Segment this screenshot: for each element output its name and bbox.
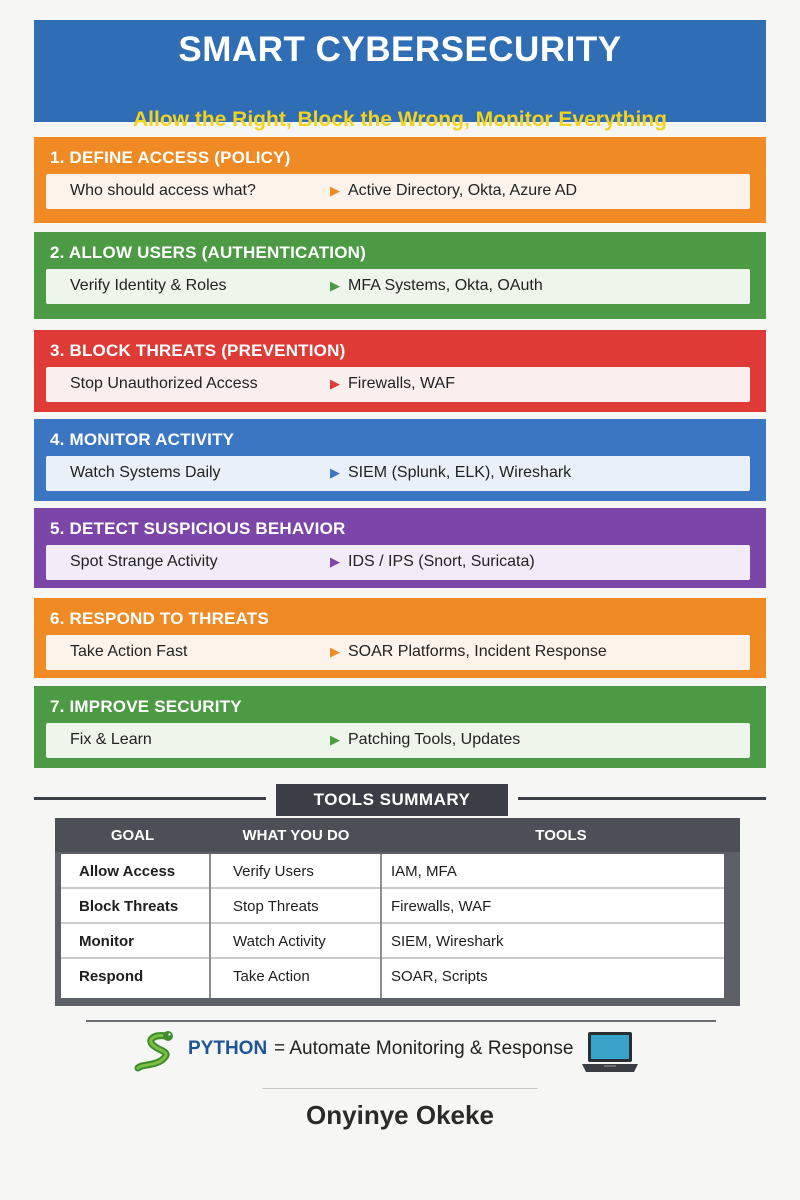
step-tools: Patching Tools, Updates — [348, 731, 521, 748]
step-question: Spot Strange Activity — [70, 553, 218, 570]
step-card — [34, 137, 766, 223]
step-card — [34, 686, 766, 768]
step-title: 4. MONITOR ACTIVITY — [50, 430, 235, 449]
table-row — [61, 889, 724, 924]
python-description: = Automate Monitoring & Response — [274, 1038, 574, 1059]
table-cell-goal: Allow Access — [79, 863, 176, 880]
step-question: Watch Systems Daily — [70, 464, 221, 481]
step-detail — [46, 367, 750, 402]
table-cell-action: Watch Activity — [233, 933, 326, 950]
step-question: Fix & Learn — [70, 731, 152, 748]
column-header-goal: GOAL — [110, 827, 155, 844]
step-title: 1. DEFINE ACCESS (POLICY) — [50, 148, 291, 167]
step-detail — [46, 635, 750, 670]
step-detail — [46, 456, 750, 491]
step-card — [34, 598, 766, 678]
step-card — [34, 232, 766, 319]
step-question: Stop Unauthorized Access — [70, 375, 258, 392]
step-card — [34, 419, 766, 501]
table-row — [61, 924, 724, 959]
table-row — [61, 854, 724, 889]
step-question: Verify Identity & Roles — [70, 277, 227, 294]
footer-divider — [86, 1020, 716, 1022]
arrow-right-icon: ▶ — [330, 644, 340, 659]
summary-divider-right — [518, 797, 766, 800]
arrow-right-icon: ▶ — [330, 376, 340, 391]
column-divider — [209, 854, 211, 998]
page-subtitle: Allow the Right, Block the Wrong, Monitor Everything — [133, 108, 667, 131]
table-cell-tools: SIEM, Wireshark — [391, 933, 504, 950]
table-cell-goal: Respond — [79, 968, 144, 985]
author-name: Onyinye Okeke — [306, 1100, 494, 1130]
step-tools: MFA Systems, Okta, OAuth — [348, 277, 543, 294]
step-title: 5. DETECT SUSPICIOUS BEHAVIOR — [50, 519, 346, 538]
table-cell-action: Verify Users — [233, 863, 314, 880]
column-divider — [380, 854, 382, 998]
snake-icon — [132, 1030, 178, 1072]
step-detail — [46, 269, 750, 304]
tools-summary-table — [55, 818, 740, 1006]
step-title: 3. BLOCK THREATS (PREVENTION) — [50, 341, 346, 360]
table-cell-goal: Block Threats — [79, 898, 179, 915]
table-cell-tools: Firewalls, WAF — [391, 898, 492, 915]
arrow-right-icon: ▶ — [330, 183, 340, 198]
arrow-right-icon: ▶ — [330, 732, 340, 747]
column-header-what-you-do: WHAT YOU DO — [242, 827, 350, 844]
step-tools: IDS / IPS (Snort, Suricata) — [348, 553, 535, 570]
step-tools: Active Directory, Okta, Azure AD — [348, 182, 578, 199]
column-header-tools: TOOLS — [535, 827, 587, 844]
step-detail — [46, 723, 750, 758]
step-detail — [46, 545, 750, 580]
step-card — [34, 330, 766, 412]
step-tools: SIEM (Splunk, ELK), Wireshark — [348, 464, 572, 481]
author-divider — [262, 1088, 538, 1089]
table-cell-tools: IAM, MFA — [391, 863, 457, 880]
summary-divider-left — [34, 797, 266, 800]
step-question: Who should access what? — [70, 182, 256, 199]
table-header — [55, 818, 740, 852]
summary-heading: TOOLS SUMMARY — [276, 784, 508, 816]
python-callout — [0, 1030, 800, 1074]
laptop-icon — [580, 1030, 640, 1074]
table-cell-goal: Monitor — [79, 933, 134, 950]
arrow-right-icon: ▶ — [330, 554, 340, 569]
arrow-right-icon: ▶ — [330, 465, 340, 480]
step-card — [34, 508, 766, 588]
table-body — [61, 854, 724, 998]
python-label: PYTHON — [188, 1038, 268, 1059]
step-title: 6. RESPOND TO THREATS — [50, 609, 269, 628]
arrow-right-icon: ▶ — [330, 278, 340, 293]
step-detail — [46, 174, 750, 209]
page-title: SMART CYBERSECURITY — [178, 30, 622, 69]
table-cell-tools: SOAR, Scripts — [391, 968, 488, 985]
step-title: 2. ALLOW USERS (AUTHENTICATION) — [50, 243, 366, 262]
table-row — [61, 959, 724, 994]
table-cell-action: Stop Threats — [233, 898, 319, 915]
step-tools: SOAR Platforms, Incident Response — [348, 643, 607, 660]
table-cell-action: Take Action — [233, 968, 310, 985]
step-tools: Firewalls, WAF — [348, 375, 455, 392]
step-question: Take Action Fast — [70, 643, 188, 660]
step-title: 7. IMPROVE SECURITY — [50, 697, 242, 716]
header-banner — [34, 20, 766, 131]
